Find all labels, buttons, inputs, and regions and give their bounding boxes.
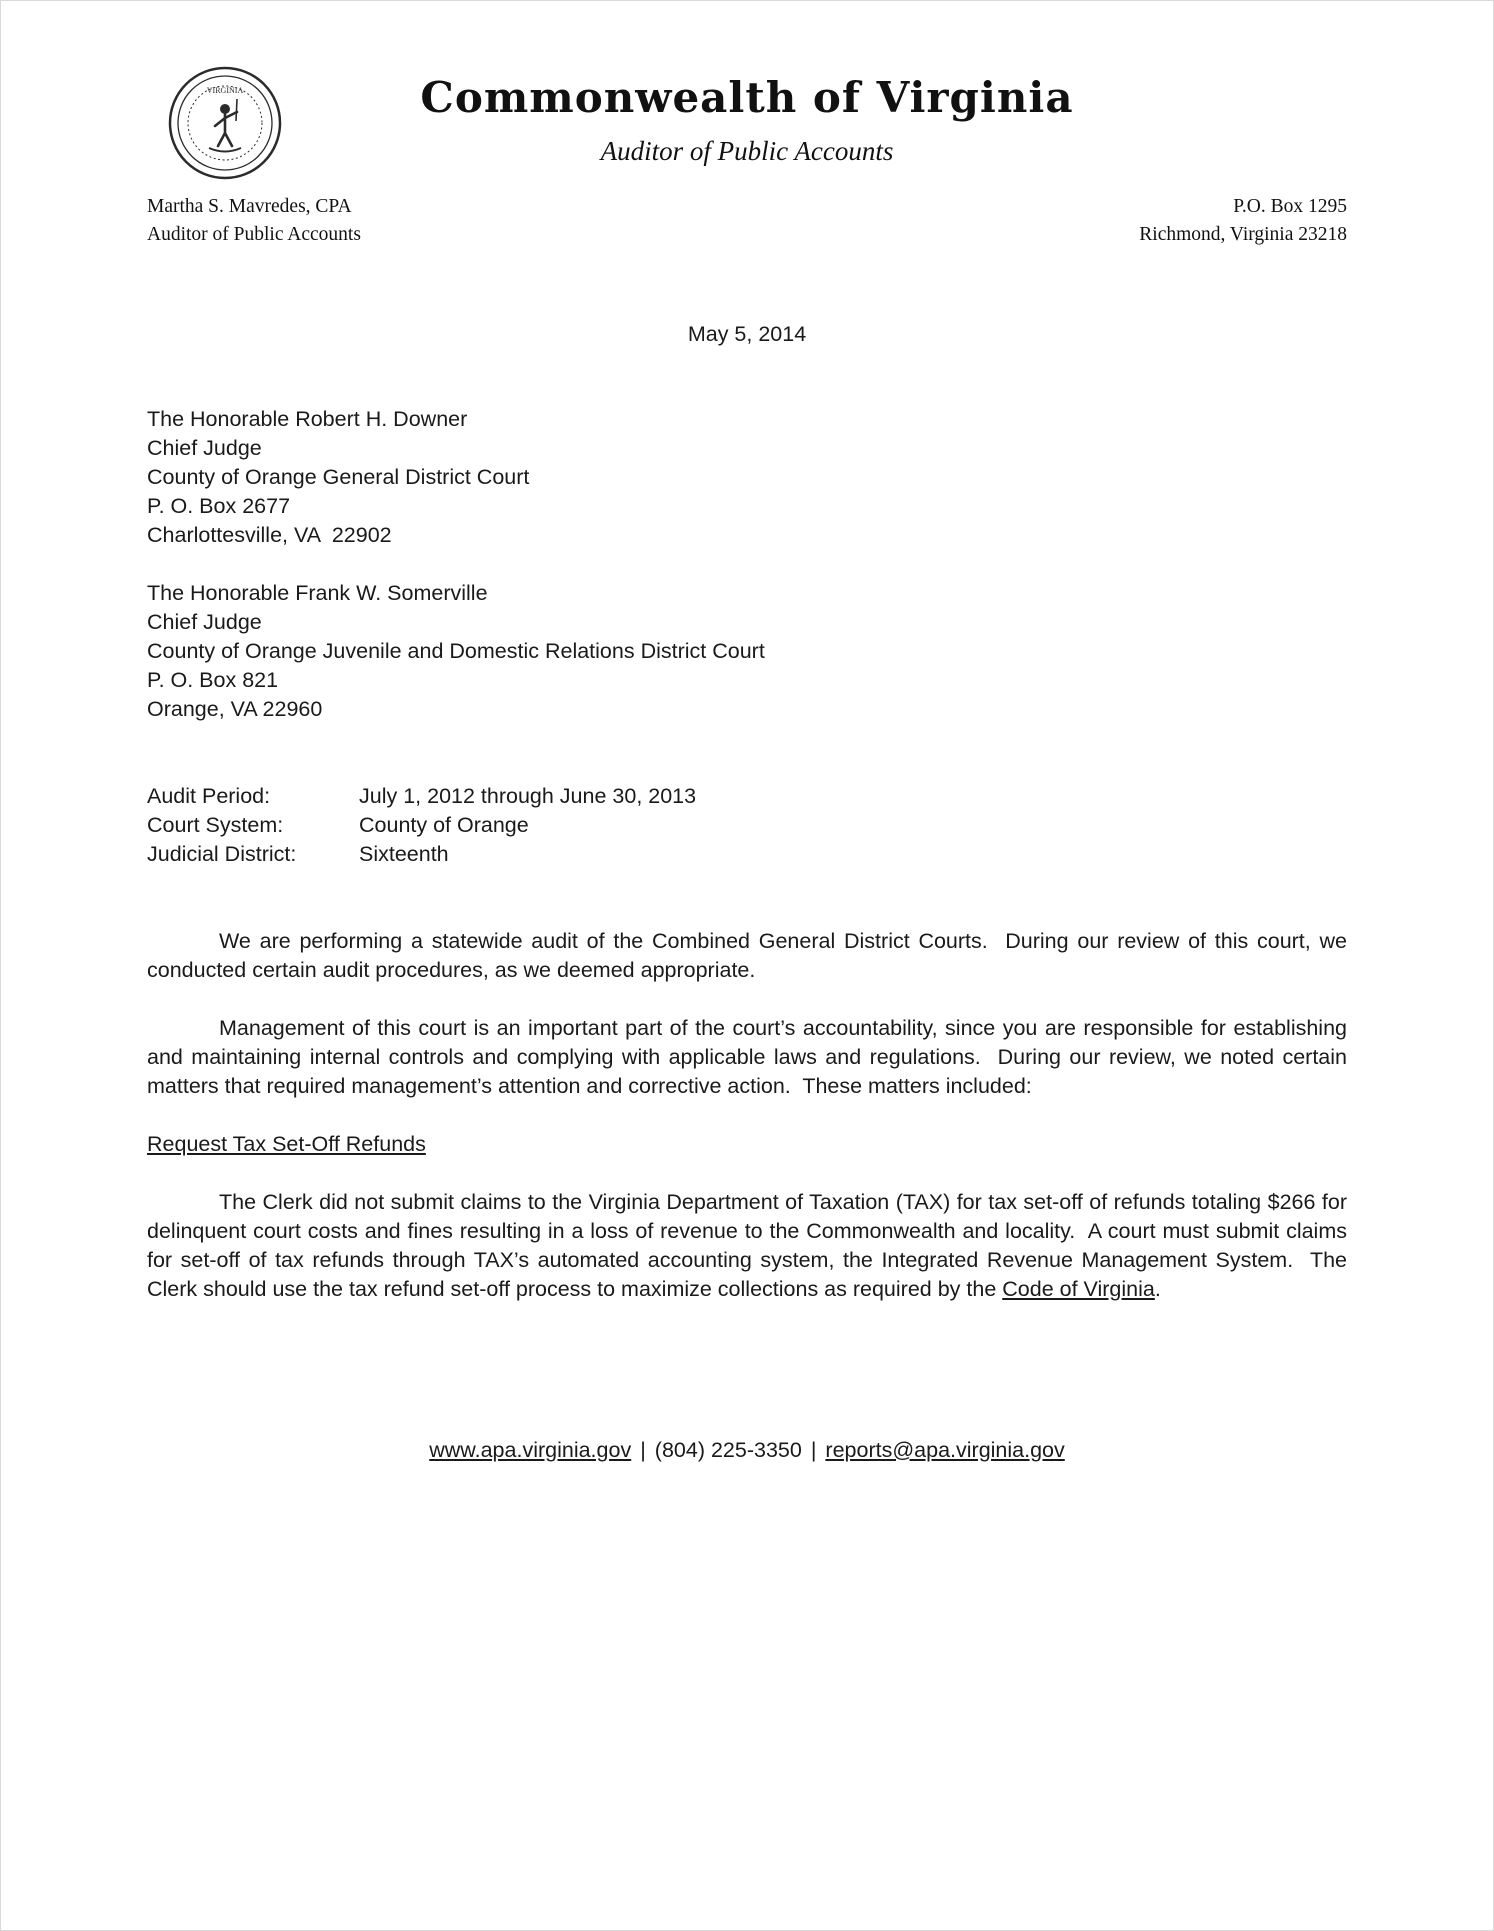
audit-info-block bbox=[147, 782, 1347, 869]
letterhead-official bbox=[147, 193, 361, 250]
recipient-court: County of Orange General District Court bbox=[147, 464, 530, 489]
page-footer bbox=[147, 1438, 1347, 1463]
recipient-section bbox=[147, 405, 1347, 724]
paragraph-finding-text: The Clerk did not submit claims to the Virginia Department of Taxation (TAX) for tax set-off of refunds totaling $266 for delinquent court costs and fines resulting in a loss of revenue to the Commonwealth and locality. A court must submit claims for set-off of tax refunds through TAX’s automated accounting system, the Integrated Revenue Management System. The Clerk should use the tax refund set-off process to maximize collections as required by the bbox=[147, 1189, 1353, 1301]
paragraph-intro: We are performing a statewide audit of the Combined General District Courts. During our review of this court, we conducted certain audit procedures, as we deemed appropriate. bbox=[147, 928, 1353, 982]
letter-date: May 5, 2014 bbox=[687, 321, 807, 346]
recipient-block bbox=[147, 579, 1347, 724]
email-link[interactable]: reports@apa.virginia.gov bbox=[825, 1437, 1065, 1462]
website-link[interactable]: www.apa.virginia.gov bbox=[429, 1437, 632, 1462]
recipient-title: Chief Judge bbox=[147, 609, 262, 634]
code-of-virginia-reference: Code of Virginia bbox=[1002, 1276, 1155, 1301]
seal-text: VIRGINIA bbox=[206, 86, 244, 95]
letterhead-subtitle: Auditor of Public Accounts bbox=[600, 136, 894, 166]
paragraph-finding-suffix: . bbox=[1154, 1276, 1161, 1301]
official-title: Auditor of Public Accounts bbox=[147, 224, 361, 246]
recipient-name: The Honorable Frank W. Somerville bbox=[147, 580, 488, 605]
paragraph-management: Management of this court is an important part of the court’s accountability, since you are responsible for establishing and maintaining internal controls and complying with applicable laws and regulations. During our review, we noted certain matters that required management’s attention and corrective action. These matters included: bbox=[147, 1015, 1353, 1098]
recipient-title: Chief Judge bbox=[147, 435, 262, 460]
recipient-block bbox=[147, 405, 1347, 550]
footer-separator: | bbox=[640, 1437, 646, 1462]
recipient-name: The Honorable Robert H. Downer bbox=[147, 406, 468, 431]
recipient-city-state-zip: Orange, VA 22960 bbox=[147, 696, 323, 721]
official-name: Martha S. Mavredes, CPA bbox=[147, 196, 352, 217]
paragraph-finding bbox=[147, 1188, 1353, 1304]
city-state-zip: Richmond, Virginia 23218 bbox=[1139, 224, 1347, 246]
audit-period-label: Audit Period: bbox=[147, 783, 271, 808]
recipient-po-box: P. O. Box 2677 bbox=[147, 493, 291, 518]
letterhead-info-row bbox=[147, 193, 1347, 250]
audit-period-value: July 1, 2012 through June 30, 2013 bbox=[359, 783, 697, 808]
footer-separator: | bbox=[810, 1437, 817, 1462]
finding-heading: Request Tax Set-Off Refunds bbox=[147, 1131, 426, 1156]
audit-info-row bbox=[147, 840, 1347, 869]
letterhead-title: Commonwealth of Virginia bbox=[420, 73, 1074, 122]
po-box: P.O. Box 1295 bbox=[1233, 196, 1347, 217]
audit-info-row bbox=[147, 811, 1347, 840]
judicial-district-label: Judicial District: bbox=[147, 841, 297, 866]
recipient-po-box: P. O. Box 821 bbox=[147, 667, 279, 692]
recipient-city-state-zip: Charlottesville, VA 22902 bbox=[147, 522, 392, 547]
judicial-district-value: Sixteenth bbox=[359, 841, 449, 866]
court-system-value: County of Orange bbox=[359, 812, 529, 837]
audit-info-row bbox=[147, 782, 1347, 811]
letter-body bbox=[147, 927, 1353, 1304]
letterhead-address bbox=[1139, 193, 1347, 250]
letterhead bbox=[147, 59, 1347, 250]
recipient-court: County of Orange Juvenile and Domestic Relations District Court bbox=[147, 638, 765, 663]
phone-number: (804) 225-3350 bbox=[654, 1437, 802, 1462]
virginia-seal-icon bbox=[167, 65, 283, 181]
court-system-label: Court System: bbox=[147, 812, 284, 837]
letterhead-center bbox=[147, 59, 1347, 167]
